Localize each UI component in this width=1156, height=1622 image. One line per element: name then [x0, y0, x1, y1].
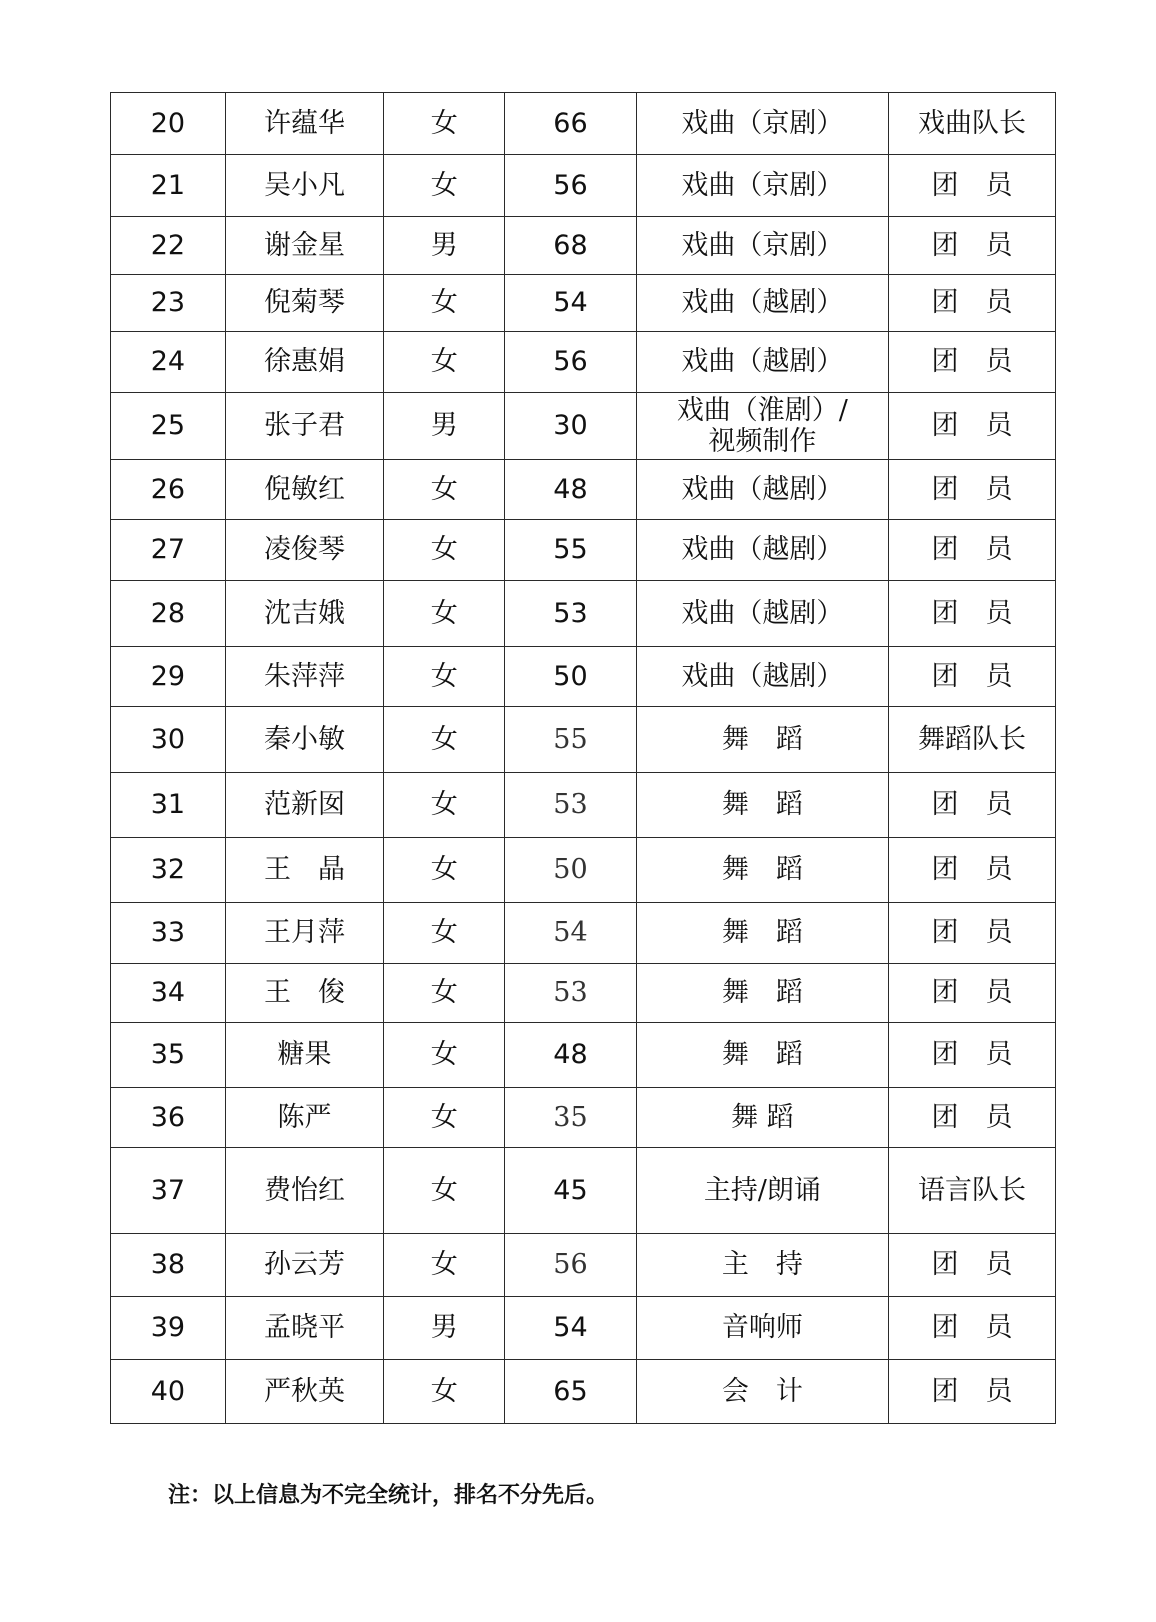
member-name: 王月萍: [225, 903, 384, 964]
member-specialty: 舞 蹈: [636, 838, 888, 903]
member-role: 团 员: [889, 838, 1056, 903]
member-specialty: 戏曲（京剧）: [636, 217, 888, 275]
table-row: [111, 903, 1056, 964]
member-gender: 女: [384, 903, 505, 964]
member-specialty: 戏曲（越剧）: [636, 275, 888, 332]
member-specialty: 戏曲（京剧）: [636, 155, 888, 217]
member-specialty: 舞 蹈: [636, 1088, 888, 1148]
member-gender: 女: [384, 1088, 505, 1148]
member-specialty: 戏曲（越剧）: [636, 332, 888, 393]
member-gender: 女: [384, 1023, 505, 1088]
member-age: 54: [505, 275, 636, 332]
table-row: [111, 275, 1056, 332]
member-number: 37: [111, 1148, 226, 1234]
table-row: [111, 838, 1056, 903]
member-role: 团 员: [889, 903, 1056, 964]
member-name: 孙云芳: [225, 1234, 384, 1297]
roster-sheet: [110, 92, 1056, 1424]
member-number: 26: [111, 460, 226, 520]
member-age: 54: [505, 903, 636, 964]
member-name: 王 晶: [225, 838, 384, 903]
member-age: 50: [505, 647, 636, 707]
member-gender: 女: [384, 1360, 505, 1424]
member-specialty: 舞 蹈: [636, 707, 888, 773]
member-name: 孟晓平: [225, 1297, 384, 1360]
member-age: 53: [505, 773, 636, 838]
member-number: 36: [111, 1088, 226, 1148]
table-row: [111, 1297, 1056, 1360]
member-age: 56: [505, 332, 636, 393]
member-name: 严秋英: [225, 1360, 384, 1424]
member-gender: 女: [384, 1148, 505, 1234]
table-row: [111, 581, 1056, 647]
member-role: 团 员: [889, 217, 1056, 275]
member-gender: 女: [384, 773, 505, 838]
member-role: 团 员: [889, 393, 1056, 460]
member-specialty: 会 计: [636, 1360, 888, 1424]
member-number: 34: [111, 964, 226, 1023]
table-row: [111, 1023, 1056, 1088]
member-name: 秦小敏: [225, 707, 384, 773]
table-row: [111, 773, 1056, 838]
member-specialty: 舞 蹈: [636, 773, 888, 838]
member-gender: 女: [384, 520, 505, 581]
member-age: 35: [505, 1088, 636, 1148]
member-age: 55: [505, 520, 636, 581]
member-number: 23: [111, 275, 226, 332]
member-age: 48: [505, 1023, 636, 1088]
member-number: 20: [111, 93, 226, 155]
table-row: [111, 1148, 1056, 1234]
member-gender: 女: [384, 332, 505, 393]
table-row: [111, 460, 1056, 520]
member-age: 65: [505, 1360, 636, 1424]
member-number: 24: [111, 332, 226, 393]
member-number: 35: [111, 1023, 226, 1088]
member-role: 团 员: [889, 155, 1056, 217]
member-number: 30: [111, 707, 226, 773]
member-gender: 女: [384, 93, 505, 155]
member-role: 团 员: [889, 460, 1056, 520]
member-age: 53: [505, 964, 636, 1023]
member-number: 22: [111, 217, 226, 275]
member-gender: 男: [384, 1297, 505, 1360]
member-role: 团 员: [889, 520, 1056, 581]
table-row: [111, 93, 1056, 155]
table-row: [111, 332, 1056, 393]
member-name: 朱萍萍: [225, 647, 384, 707]
table-row: [111, 155, 1056, 217]
table-row: [111, 964, 1056, 1023]
member-role: 团 员: [889, 1023, 1056, 1088]
member-gender: 女: [384, 460, 505, 520]
member-name: 凌俊琴: [225, 520, 384, 581]
member-gender: 女: [384, 838, 505, 903]
member-specialty: 舞 蹈: [636, 903, 888, 964]
member-name: 糖果: [225, 1023, 384, 1088]
member-age: 48: [505, 460, 636, 520]
member-gender: 女: [384, 275, 505, 332]
member-roster-table: [110, 92, 1056, 1424]
member-number: 38: [111, 1234, 226, 1297]
member-specialty: 戏曲（越剧）: [636, 460, 888, 520]
member-name: 徐惠娟: [225, 332, 384, 393]
table-row: [111, 707, 1056, 773]
table-row: [111, 1088, 1056, 1148]
footnote: 注：以上信息为不完全统计，排名不分先后。: [168, 1483, 609, 1508]
member-age: 66: [505, 93, 636, 155]
member-age: 53: [505, 581, 636, 647]
member-number: 33: [111, 903, 226, 964]
member-age: 50: [505, 838, 636, 903]
member-specialty: 主持/朗诵: [636, 1148, 888, 1234]
member-role: 团 员: [889, 1360, 1056, 1424]
member-role: 团 员: [889, 964, 1056, 1023]
member-name: 许蕴华: [225, 93, 384, 155]
member-name: 王 俊: [225, 964, 384, 1023]
member-name: 费怡红: [225, 1148, 384, 1234]
member-gender: 女: [384, 964, 505, 1023]
member-age: 45: [505, 1148, 636, 1234]
member-name: 范新囡: [225, 773, 384, 838]
member-age: 54: [505, 1297, 636, 1360]
table-row: [111, 217, 1056, 275]
member-role: 舞蹈队长: [889, 707, 1056, 773]
member-role: 团 员: [889, 1088, 1056, 1148]
member-name: 陈严: [225, 1088, 384, 1148]
member-name: 倪敏红: [225, 460, 384, 520]
member-name: 张子君: [225, 393, 384, 460]
member-role: 团 员: [889, 1234, 1056, 1297]
member-age: 56: [505, 1234, 636, 1297]
member-specialty: 戏曲（淮剧）/ 视频制作: [636, 393, 888, 460]
member-specialty: 戏曲（越剧）: [636, 581, 888, 647]
member-specialty: 戏曲（越剧）: [636, 647, 888, 707]
member-gender: 女: [384, 155, 505, 217]
member-specialty: 音响师: [636, 1297, 888, 1360]
member-age: 68: [505, 217, 636, 275]
member-role: 团 员: [889, 275, 1056, 332]
member-number: 21: [111, 155, 226, 217]
member-name: 吴小凡: [225, 155, 384, 217]
member-number: 32: [111, 838, 226, 903]
member-age: 55: [505, 707, 636, 773]
member-number: 39: [111, 1297, 226, 1360]
member-role: 团 员: [889, 647, 1056, 707]
member-gender: 女: [384, 647, 505, 707]
member-name: 倪菊琴: [225, 275, 384, 332]
member-age: 56: [505, 155, 636, 217]
member-number: 28: [111, 581, 226, 647]
member-gender: 男: [384, 217, 505, 275]
table-row: [111, 1360, 1056, 1424]
member-number: 40: [111, 1360, 226, 1424]
member-specialty: 舞 蹈: [636, 964, 888, 1023]
table-row: [111, 1234, 1056, 1297]
member-role: 团 员: [889, 773, 1056, 838]
member-age: 30: [505, 393, 636, 460]
table-row: [111, 393, 1056, 460]
member-name: 沈吉娥: [225, 581, 384, 647]
member-number: 31: [111, 773, 226, 838]
member-specialty: 戏曲（越剧）: [636, 520, 888, 581]
member-specialty: 舞 蹈: [636, 1023, 888, 1088]
member-role: 戏曲队长: [889, 93, 1056, 155]
member-gender: 女: [384, 707, 505, 773]
member-role: 语言队长: [889, 1148, 1056, 1234]
member-number: 27: [111, 520, 226, 581]
member-specialty: 主 持: [636, 1234, 888, 1297]
member-specialty: 戏曲（京剧）: [636, 93, 888, 155]
member-gender: 女: [384, 581, 505, 647]
member-number: 25: [111, 393, 226, 460]
member-name: 谢金星: [225, 217, 384, 275]
table-row: [111, 647, 1056, 707]
table-row: [111, 520, 1056, 581]
member-role: 团 员: [889, 581, 1056, 647]
member-number: 29: [111, 647, 226, 707]
member-role: 团 员: [889, 1297, 1056, 1360]
member-role: 团 员: [889, 332, 1056, 393]
member-gender: 女: [384, 1234, 505, 1297]
member-gender: 男: [384, 393, 505, 460]
